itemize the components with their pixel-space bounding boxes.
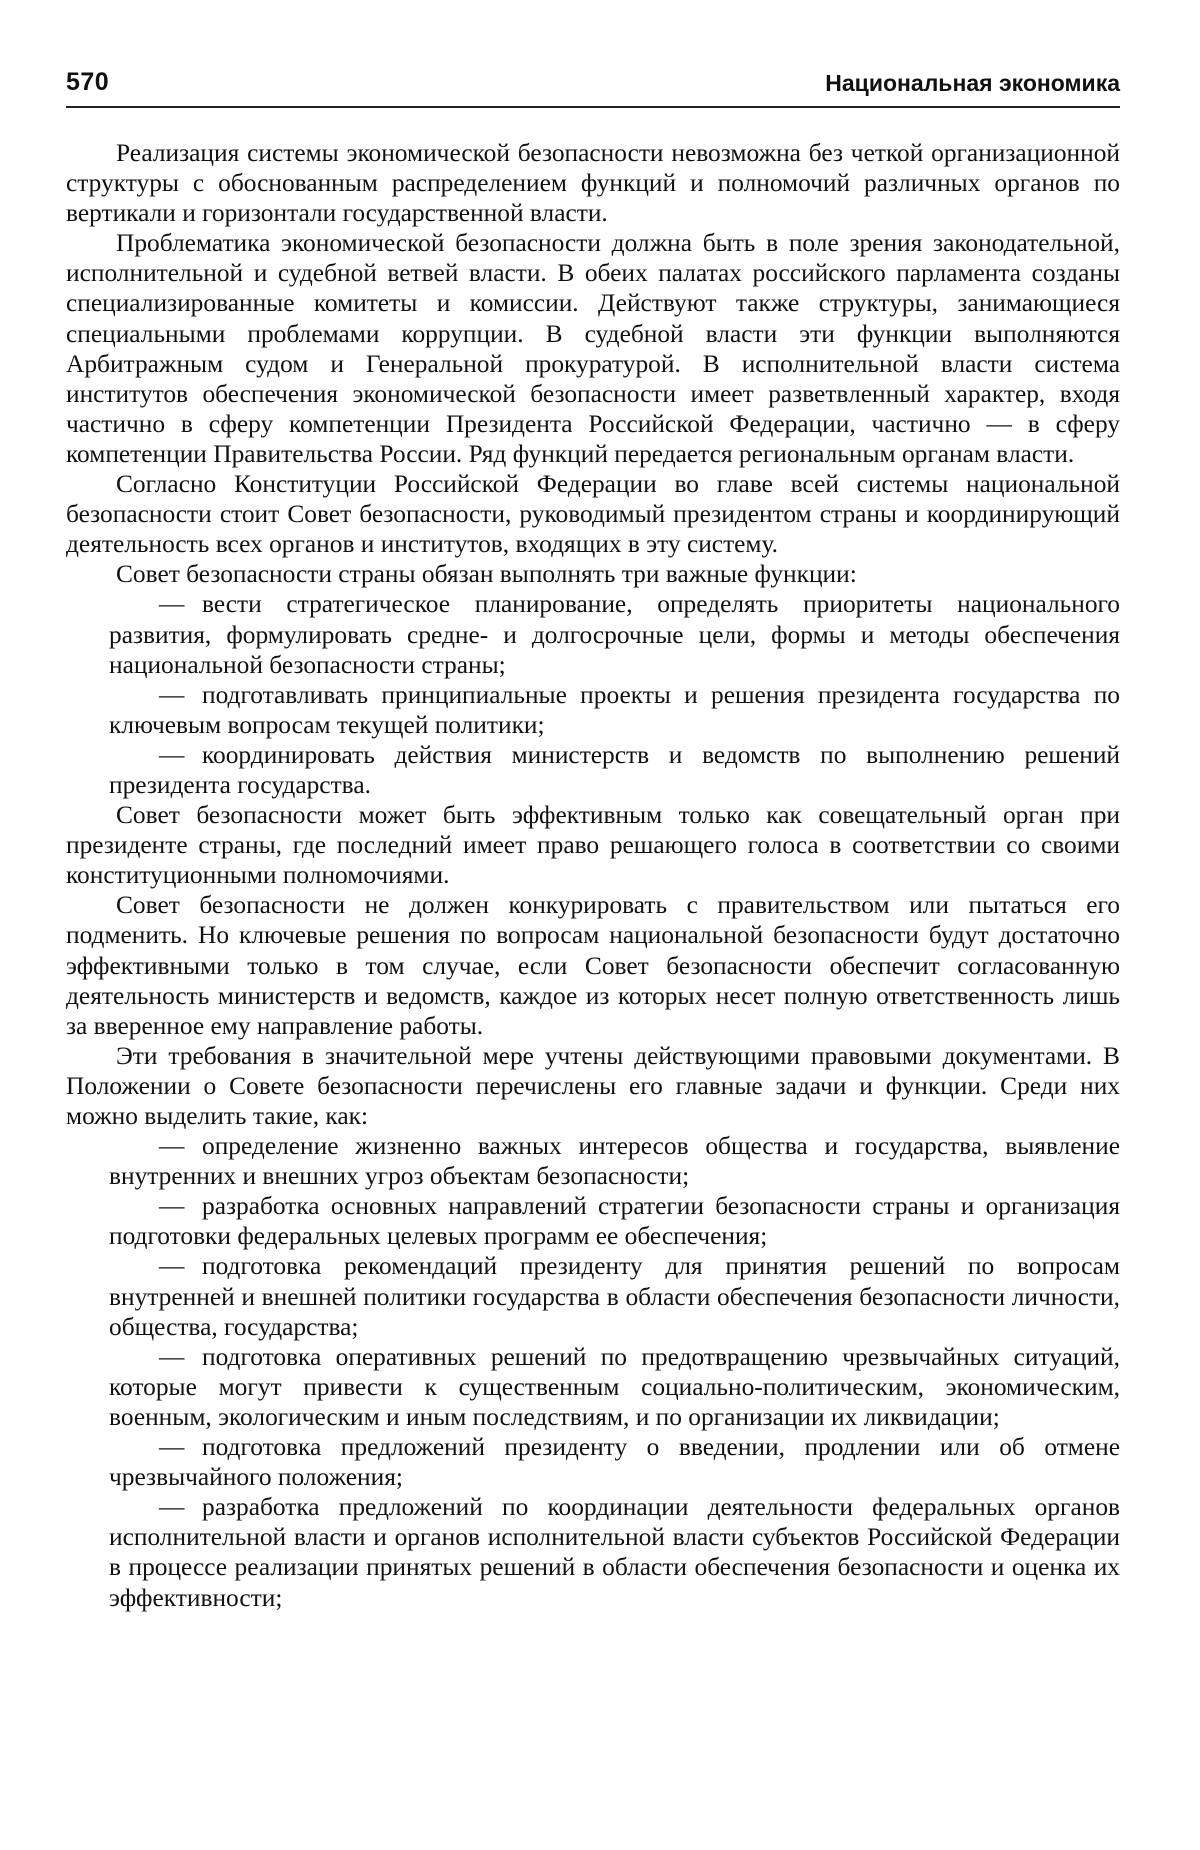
list-item bbox=[66, 589, 1120, 679]
paragraph: Согласно Конституции Российской Федерации во главе всей системы национальной безопасности стоит Совет безопасности, руководимый президентом страны и координирующий деятельность всех органов и институтов, входящих в эту систему. bbox=[66, 470, 1120, 559]
paragraph: Эти требования в значительной мере учтены действующими правовыми документами. В Положении о Совете безопасности перечислены его главные задачи и функции. Среди них можно выделить такие, как: bbox=[66, 1041, 1120, 1130]
list-item-text: разработка предложений по координации деятельности федеральных органов исполнительной власти и органов исполнительной власти субъектов Российской Федерации в процессе реализации принятых решений в области обеспечения безопасности и оценка их эффективности; bbox=[109, 1493, 1120, 1612]
dash-marker: — bbox=[159, 1493, 185, 1522]
paragraph: Проблематика экономической безопасности должна быть в поле зрения законодательной, исполнительной и судебной ветвей власти. В обеих палатах российского парламента созданы специализированные комитеты и комиссии. Действуют также структуры, занимающиеся специальными проблемами коррупции. В судебной власти эти функции выполняются Арбитражным судом и Генеральной прокуратурой. В исполнительной власти система институтов обеспечения экономической безопасности имеет разветвленный характер, входя частично в сферу компетенции Президента Российской Федерации, частично — в сферу компетенции Правительства России. Ряд функций передается региональным органам власти. bbox=[66, 229, 1120, 468]
dash-marker: — bbox=[159, 1192, 185, 1221]
list-item-text: подготавливать принципиальные проекты и решения президента государства по ключевым вопросам текущей политики; bbox=[109, 680, 1120, 739]
list-tasks bbox=[66, 1131, 1120, 1613]
list-item-text: определение жизненно важных интересов общества и государства, выявление внутренних и внешних угроз объектам безопасности; bbox=[109, 1132, 1120, 1191]
dash-marker: — bbox=[159, 1132, 185, 1161]
list-functions bbox=[66, 589, 1120, 800]
page-number: 570 bbox=[66, 68, 110, 96]
list-item bbox=[66, 1342, 1120, 1432]
paragraph: Совет безопасности не должен конкурировать с правительством или пытаться его подменить. Но ключевые решения по вопросам национальной безопасности будут достаточно эффективными только в том случае, если Совет безопасности обеспечит согласованную деятельность министерств и ведомств, каждое из которых несет полную ответственность лишь за вверенное ему направление работы. bbox=[66, 891, 1120, 1040]
list-item bbox=[66, 740, 1120, 800]
paragraph: Совет безопасности может быть эффективным только как совещательный орган при президенте страны, где последний имеет право решающего голоса в соответствии со своими конституционными полномочиями. bbox=[66, 801, 1120, 890]
paragraph: Реализация системы экономической безопасности невозможна без четкой организационной структуры с обоснованным распределением функций и полномочий различных органов по вертикали и горизонтали государственной власти. bbox=[66, 139, 1120, 228]
dash-marker: — bbox=[159, 1252, 185, 1281]
list-item bbox=[66, 680, 1120, 740]
list-item-text: подготовка оперативных решений по предотвращению чрезвычайных ситуаций, которые могут привести к существенным социально-политическим, экономическим, военным, экологическим и иным последствиям, и по организации их ликвидации; bbox=[109, 1342, 1120, 1431]
list-item-text: вести стратегическое планирование, определять приоритеты национального развития, формулировать средне- и долгосрочные цели, формы и методы обеспечения национальной безопасности страны; bbox=[109, 590, 1120, 679]
paragraph: Совет безопасности страны обязан выполнять три важные функции: bbox=[116, 560, 857, 589]
dash-marker: — bbox=[159, 1433, 185, 1462]
dash-marker: — bbox=[159, 680, 185, 709]
dash-marker: — bbox=[159, 1342, 185, 1371]
list-item bbox=[66, 1191, 1120, 1251]
list-item-text: подготовка рекомендаций президенту для принятия решений по вопросам внутренней и внешней политики государства в области обеспечения безопасности личности, общества, государства; bbox=[109, 1252, 1120, 1341]
running-title: Национальная экономика bbox=[825, 70, 1120, 96]
page-header bbox=[66, 64, 1120, 108]
dash-marker: — bbox=[159, 590, 185, 619]
list-item-text: координировать действия министерств и ведомств по выполнению решений президента государства. bbox=[109, 740, 1120, 799]
list-item bbox=[66, 1251, 1120, 1341]
list-item bbox=[66, 1492, 1120, 1612]
page-body bbox=[66, 138, 1120, 1613]
list-item bbox=[66, 1432, 1120, 1492]
list-item-text: подготовка предложений президенту о введении, продлении или об отмене чрезвычайного положения; bbox=[109, 1433, 1120, 1492]
dash-marker: — bbox=[159, 740, 185, 769]
list-item bbox=[66, 1131, 1120, 1191]
list-item-text: разработка основных направлений стратегии безопасности страны и организация подготовки федеральных целевых программ ее обеспечения; bbox=[109, 1192, 1120, 1251]
